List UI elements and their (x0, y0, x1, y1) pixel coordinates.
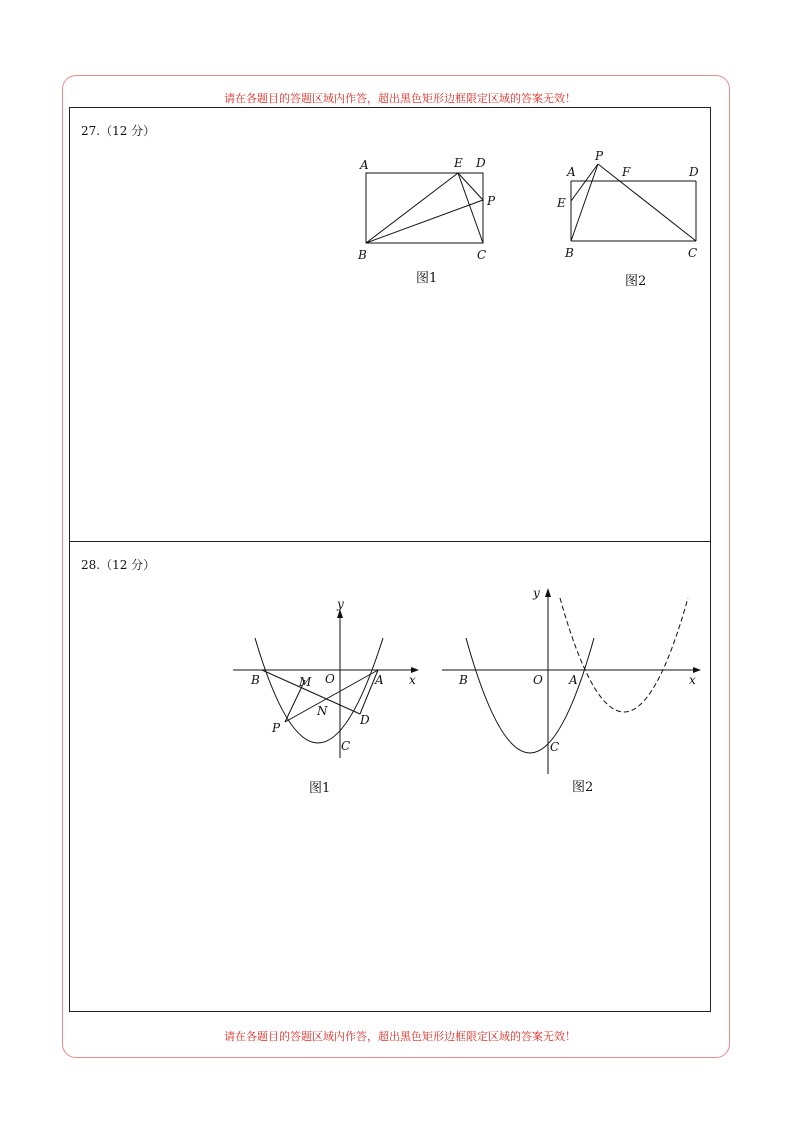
label-c: C (477, 248, 487, 262)
segment-be (366, 173, 458, 243)
label-o: O (533, 673, 543, 687)
label-d: D (476, 156, 486, 170)
label-d: D (360, 713, 370, 727)
q28-figure-1 (225, 597, 425, 814)
segment-pc (598, 164, 696, 241)
figure-caption: 图2 (625, 274, 647, 289)
label-b: B (565, 246, 574, 260)
notice-bottom: 请在各题目的答题区域内作答，超出黑色矩形边框限定区域的答案无效！ (224, 1030, 576, 1043)
label-e: E (454, 156, 463, 170)
label-m: M (299, 675, 312, 689)
label-f: F (622, 165, 631, 179)
question-number-27: 27.（12 分） (81, 124, 156, 138)
figure-caption: 图2 (572, 780, 594, 795)
label-b: B (251, 673, 260, 687)
notice-top: 请在各题目的答题区域内作答，超出黑色矩形边框限定区域的答案无效！ (224, 92, 576, 105)
label-x: x (689, 673, 696, 687)
label-b: B (358, 248, 367, 262)
label-o: O (325, 672, 335, 686)
label-p: P (595, 149, 604, 163)
label-a: A (567, 165, 576, 179)
question-number-28: 28.（12 分） (81, 558, 156, 572)
q28-figure-2 (430, 580, 710, 814)
label-a: A (569, 673, 578, 687)
label-y: y (337, 597, 344, 611)
label-c: C (688, 246, 698, 260)
q27-figure-1 (350, 150, 510, 294)
segment-ep (458, 173, 483, 200)
label-b: B (459, 673, 468, 687)
label-x: x (409, 673, 416, 687)
label-a: A (375, 673, 384, 687)
label-c: C (341, 739, 351, 753)
rectangle-abcd (366, 173, 483, 243)
label-a: A (360, 158, 369, 172)
label-d: D (689, 165, 699, 179)
label-p: P (272, 721, 281, 735)
figure-caption: 图1 (416, 271, 438, 286)
parabola-dashed (560, 598, 688, 712)
label-y: y (533, 586, 540, 600)
label-n: N (317, 704, 328, 718)
segment-bp (366, 200, 483, 243)
label-p: P (487, 194, 496, 208)
label-e: E (557, 196, 566, 210)
parabola-solid (466, 638, 594, 753)
q27-figure-2 (555, 145, 725, 299)
figure-caption: 图1 (309, 781, 331, 796)
label-c: C (550, 740, 560, 754)
y-axis-arrow (545, 588, 551, 597)
